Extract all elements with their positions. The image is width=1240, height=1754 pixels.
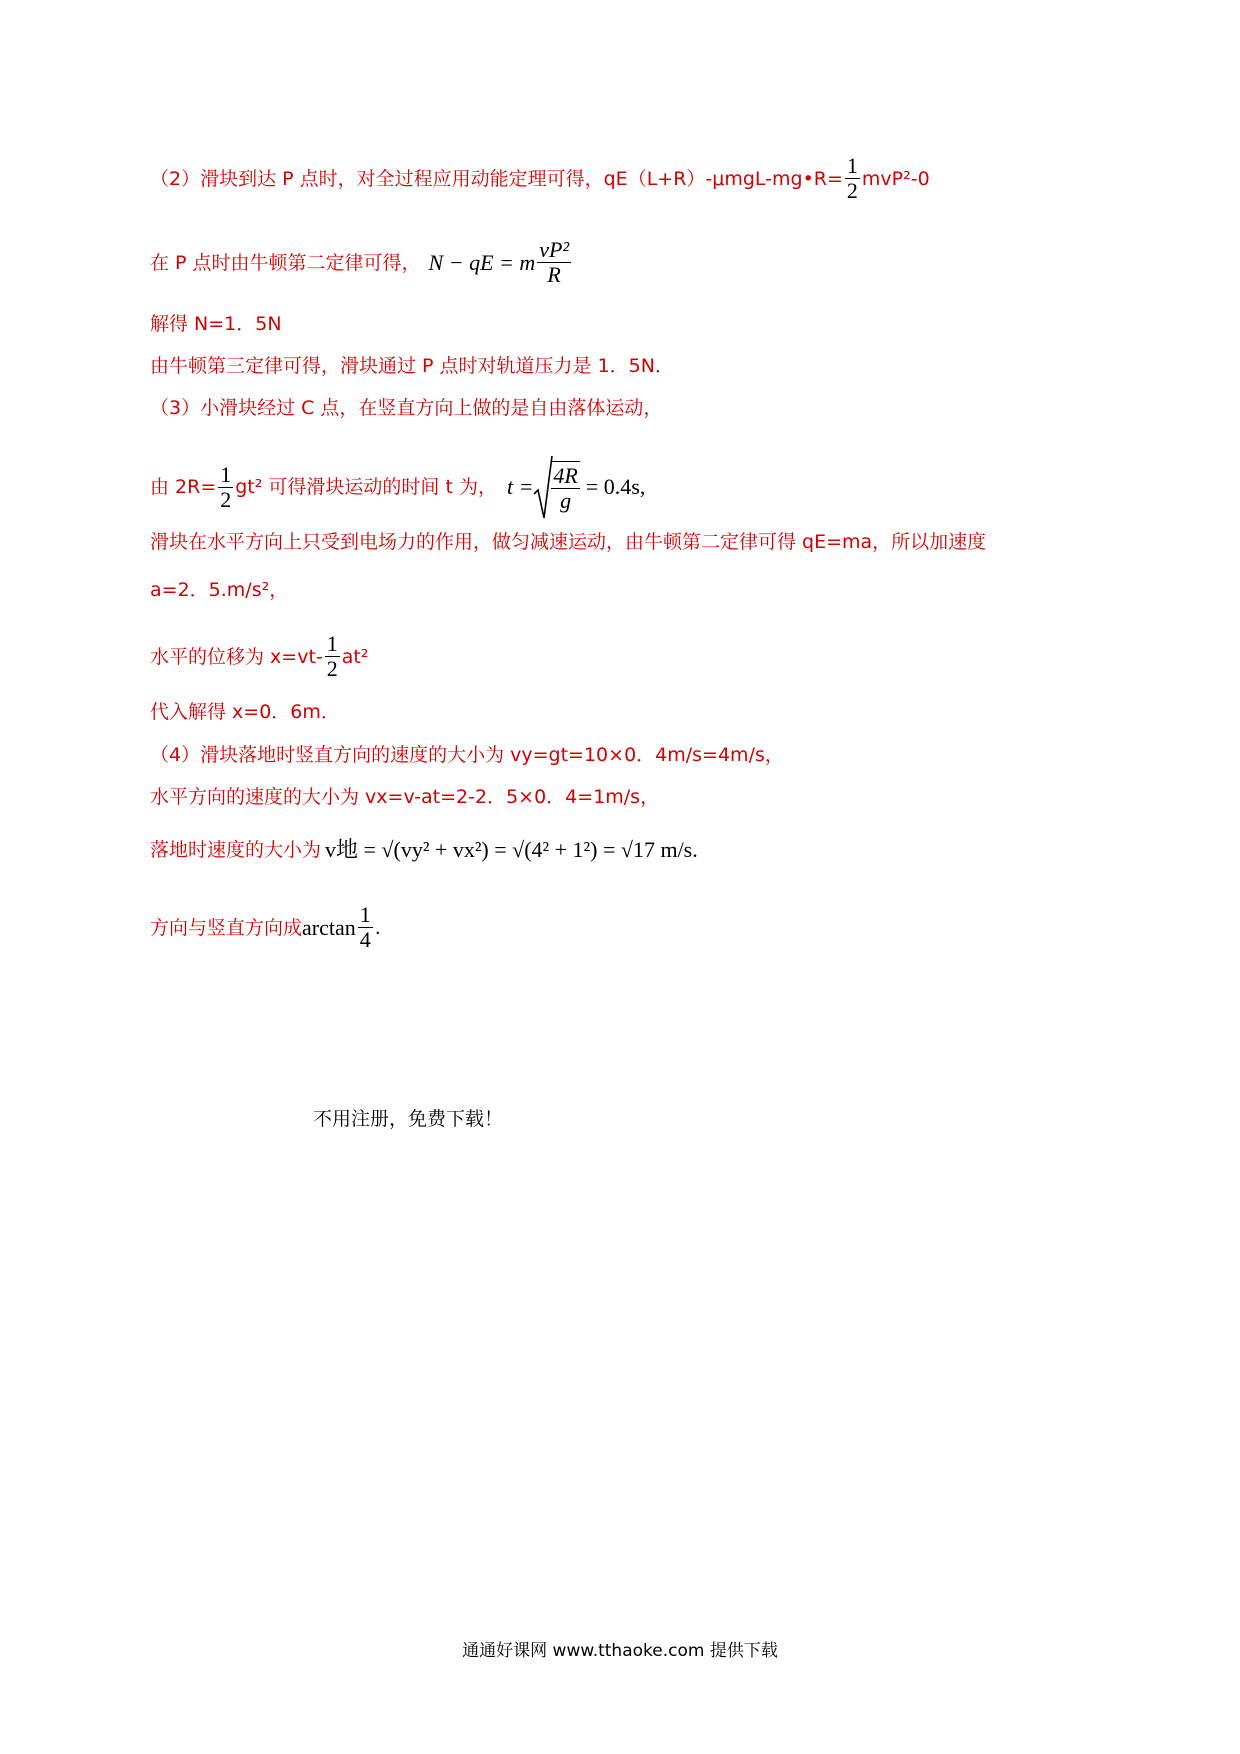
half-fraction: $\frac{1}{2}$ <box>846 153 858 203</box>
velocity-over-radius-fraction: $\frac{\text{vP²}}{R}$ <box>539 237 570 287</box>
solution-line-horizontal-force: 滑块在水平方向上只受到电场力的作用，做匀减速运动，由牛顿第二定律可得 qE=ma，所以加速度 <box>150 531 987 553</box>
half-fraction-3: $\frac{1}{2}$ <box>326 631 338 681</box>
time-symbol: t = <box>506 474 534 499</box>
solution-line-x-result: 代入解得 x=0．6m． <box>150 701 340 723</box>
solution-line-acceleration: a=2．5.m/s²， <box>150 579 289 601</box>
landing-speed-formula: v地 = √(vy² + vx²) = √(4² + 1²) = √17 m/s. <box>325 836 698 862</box>
energy-theorem-text: （2）滑块到达 P 点时，对全过程应用动能定理可得，qE（L+R）-μmgL-mg•R= <box>150 167 843 190</box>
solution-line-landing-speed <box>150 837 698 862</box>
half-fraction-2: $\frac{1}{2}$ <box>220 461 232 512</box>
solution-line-direction <box>150 903 381 952</box>
landing-speed-prefix: 落地时速度的大小为 <box>150 838 322 861</box>
fall-time-prefix: 由 2R= <box>150 476 217 498</box>
displacement-tail: at² <box>341 645 369 668</box>
solution-line-horizontal-velocity: 水平方向的速度的大小为 vx=v-at=2-2．5×0．4=1m/s， <box>150 786 660 808</box>
time-result: = 0.4s, <box>585 474 646 499</box>
direction-prefix: 方向与竖直方向成 <box>150 916 303 939</box>
solution-line-energy-theorem <box>150 154 930 203</box>
newton-second-text: 在 P 点时由牛顿第二定律可得， <box>150 251 421 274</box>
solution-line-newton-second <box>150 238 573 287</box>
solution-line-newton-third: 由牛顿第三定律可得，滑块通过 P 点时对轨道压力是 1．5N． <box>150 355 674 377</box>
promo-text: 不用注册，免费下载！ <box>313 1108 504 1130</box>
fall-time-mid: gt² 可得滑块运动的时间 t 为， <box>235 476 497 498</box>
quarter-fraction: $\frac{1}{4}$ <box>359 902 371 952</box>
page-footer: 通通好课网 www.tthaoke.com 提供下载 <box>462 1641 778 1661</box>
solution-line-result-n: 解得 N=1．5N <box>150 313 282 335</box>
arctan-function: arctan <box>302 914 356 940</box>
solution-line-vertical-velocity: （4）滑块落地时竖直方向的速度的大小为 vy=gt=10×0．4m/s=4m/s， <box>150 744 784 766</box>
solution-line-part3-intro: （3）小滑块经过 C 点，在竖直方向上做的是自由落体运动， <box>150 397 663 419</box>
energy-theorem-tail: mvP²-0 <box>861 167 930 190</box>
solution-line-displacement <box>150 632 368 681</box>
displacement-prefix: 水平的位移为 x=vt- <box>150 645 323 668</box>
newton-formula-left: N − qE = m <box>428 249 536 275</box>
solution-line-fall-time <box>150 454 645 520</box>
direction-period: . <box>374 916 381 939</box>
square-root-sign <box>533 454 553 520</box>
radicand-fraction: $\frac{4R}{g}$ <box>553 463 578 513</box>
